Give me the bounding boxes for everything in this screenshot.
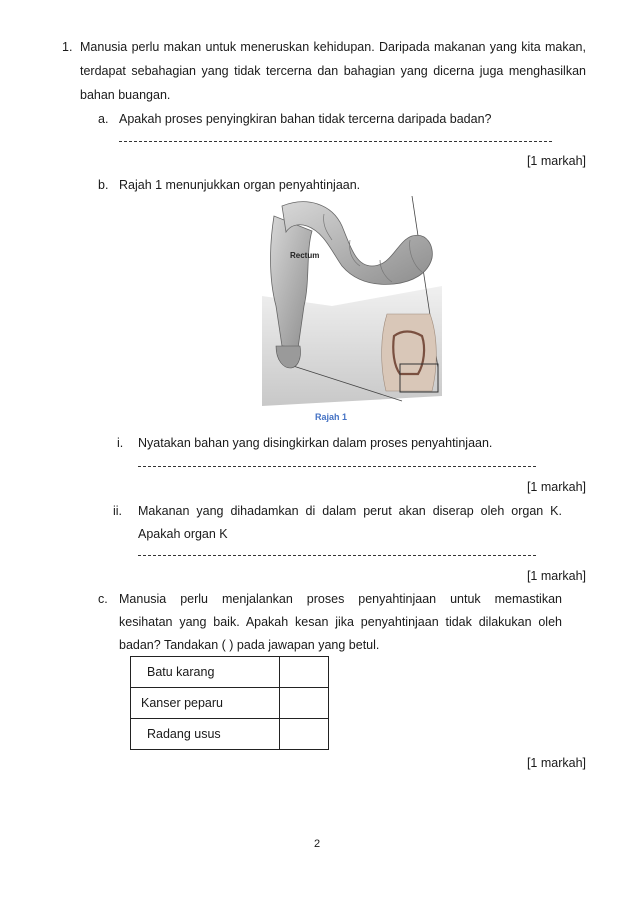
page-number: 2	[314, 838, 321, 850]
question-intro-line-2: terdapat sebahagian yang tidak tercerna dan bahagian yang dicerna juga menghasilkan	[80, 64, 586, 78]
part-b-ii-question-line-1: Makanan yang dihadamkan di dalam perut akan diserap oleh organ K.	[138, 504, 562, 518]
question-intro-line-3: bahan buangan.	[80, 88, 171, 102]
question-number: 1.	[62, 40, 73, 54]
choice-label: Batu karang	[131, 657, 280, 688]
choice-label: Radang usus	[131, 719, 280, 750]
choice-row	[131, 657, 329, 688]
choice-checkbox[interactable]	[280, 688, 329, 719]
choice-checkbox[interactable]	[280, 719, 329, 750]
part-b-ii-marks: [1 markah]	[526, 569, 586, 583]
rectum-label: Rectum	[290, 251, 320, 260]
part-b-ii-question-line-2: Apakah organ K	[138, 527, 228, 541]
part-c-question-line-2: kesihatan yang baik. Apakah kesan jika penyahtinjaan tidak dilakukan oleh	[119, 615, 562, 629]
colon-illustration	[262, 196, 442, 406]
choice-label: Kanser peparu	[131, 688, 280, 719]
part-c-marks: [1 markah]	[526, 756, 586, 770]
question-intro-line-1: Manusia perlu makan untuk meneruskan kehidupan. Daripada makanan yang kita makan,	[80, 40, 586, 54]
part-b-label: b.	[98, 178, 109, 192]
part-a-marks: [1 markah]	[526, 154, 586, 168]
part-c-question-line-1: Manusia perlu menjalankan proses penyahtinjaan untuk memastikan	[119, 592, 562, 606]
part-a-answer-line[interactable]	[119, 141, 552, 142]
choice-checkbox[interactable]	[280, 657, 329, 688]
part-b-i-marks: [1 markah]	[526, 480, 586, 494]
answer-choices-table	[130, 656, 329, 750]
part-c-question-line-3: badan? Tandakan ( ) pada jawapan yang betul.	[119, 638, 380, 652]
part-a-question: Apakah proses penyingkiran bahan tidak tercerna daripada badan?	[119, 112, 492, 126]
part-a-label: a.	[98, 112, 109, 126]
part-b-ii-answer-line[interactable]	[138, 555, 536, 556]
choice-row	[131, 719, 329, 750]
part-b-text: Rajah 1 menunjukkan organ penyahtinjaan.	[119, 178, 361, 192]
part-b-i-question: Nyatakan bahan yang disingkirkan dalam proses penyahtinjaan.	[138, 436, 493, 450]
choice-row	[131, 688, 329, 719]
part-b-i-label: i.	[117, 436, 124, 450]
torso-shape	[382, 314, 437, 391]
figure-caption: Rajah 1	[315, 412, 348, 422]
part-c-label: c.	[98, 592, 108, 606]
part-b-ii-label: ii.	[113, 504, 123, 518]
part-b-i-answer-line[interactable]	[138, 466, 536, 467]
